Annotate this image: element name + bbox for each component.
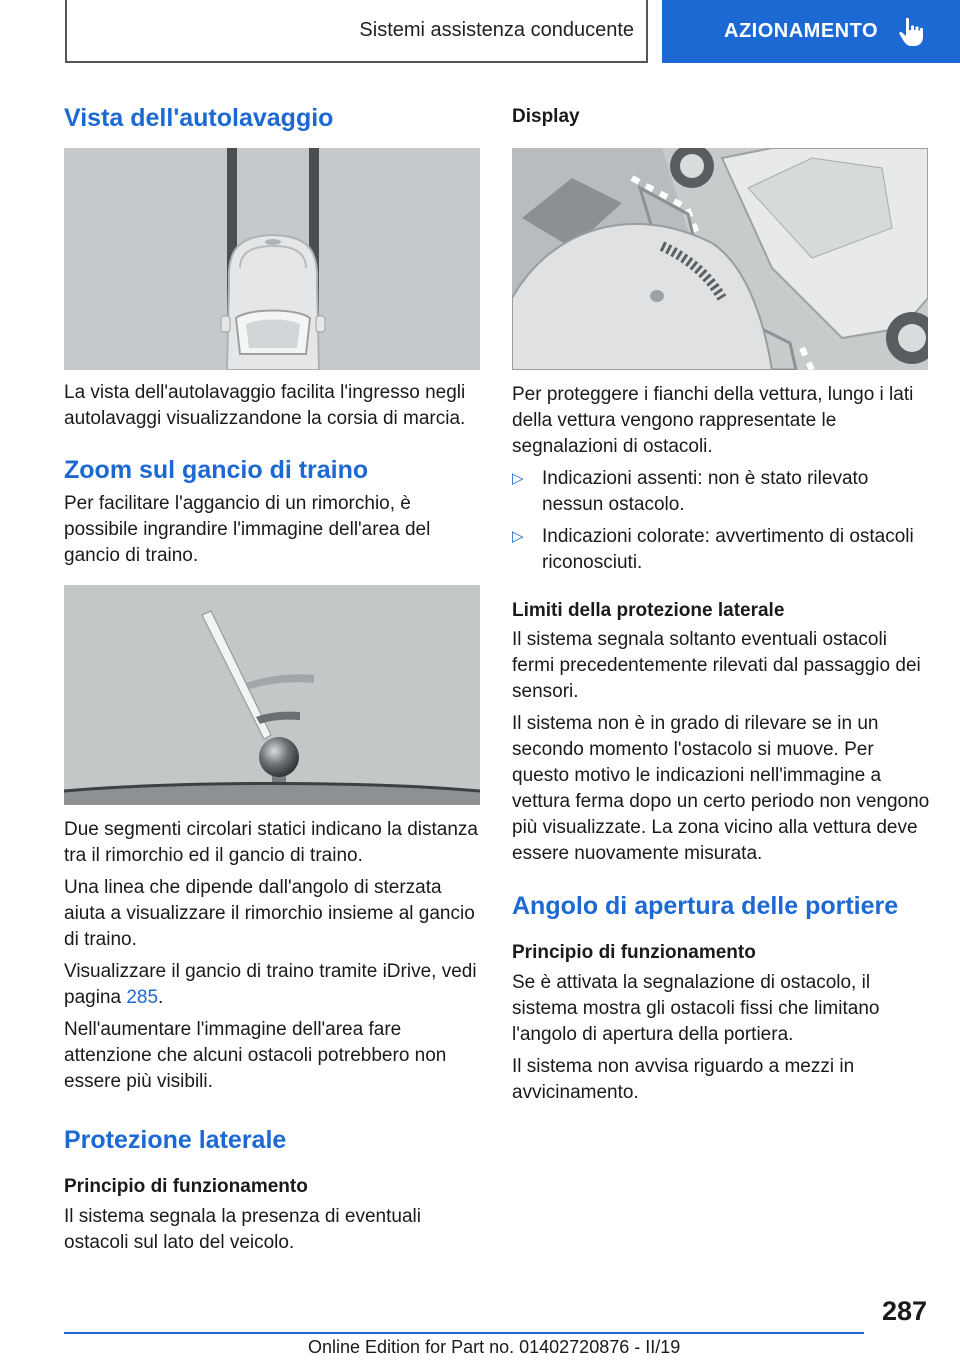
limits-para-1: Il sistema segnala soltanto eventuali ostacoli fermi precedentemente rilevati dal passaggio dei sensori. [512, 629, 921, 703]
chapter-tab-label: AZIONAMENTO [724, 20, 879, 42]
heading-limits: Limiti della protezione laterale [512, 599, 785, 621]
list-item [512, 466, 930, 518]
car-wash-description: La vista dell'autolavaggio facilita l'ingresso negli autolavaggi visualizzandone la corsia di marcia. [64, 382, 466, 429]
hitch-zoom-segments: Due segmenti circolari statici indicano la distanza tra il rimorchio ed il gancio di traino. [64, 819, 478, 866]
hitch-zoom-idrive [64, 959, 482, 1011]
chapter-tab[interactable] [662, 0, 960, 63]
door-angle-para-2: Il sistema non avvisa riguardo a mezzi in avvicinamento. [512, 1056, 855, 1104]
triangle-right-icon: ▷ [512, 469, 524, 487]
display-indications-list [512, 466, 930, 576]
side-protection-display-image [512, 148, 928, 370]
car-wash-view-image [64, 148, 480, 370]
header-section-title: Sistemi assistenza conducente [359, 19, 634, 41]
hitch-zoom-warning: Nell'aumentare l'immagine dell'area fare attenzione che alcuni ostacoli potrebbero non essere più visibili. [64, 1019, 447, 1092]
heading-hitch-zoom: Zoom sul gancio di traino [64, 456, 369, 484]
footer-edition: Online Edition for Part no. 01402720876 - II/19 [308, 1337, 681, 1357]
heading-display: Display [512, 106, 580, 127]
heading-side-protection: Protezione laterale [64, 1126, 287, 1154]
subheading-door-angle-principle: Principio di funzionamento [512, 942, 756, 964]
list-item-text: Indicazioni assenti: non è stato rilevato nessun ostacolo. [542, 467, 869, 515]
list-item-text: Indicazioni colorate: avvertimento di ostacoli riconosciuti. [542, 525, 914, 573]
heading-car-wash-view: Vista dell'autolavaggio [64, 104, 334, 132]
hitch-zoom-steering-line: Una linea che dipende dall'angolo di sterzata aiuta a visualizzare il rimorchio insieme al gancio di traino. [64, 877, 475, 950]
trailer-hitch-image [64, 585, 480, 805]
side-protection-description: Il sistema segnala la presenza di eventuali ostacoli sul lato del veicolo. [64, 1205, 421, 1253]
triangle-right-icon: ▷ [512, 527, 524, 545]
heading-door-angle: Angolo di apertura delle portiere [512, 892, 899, 921]
page-number: 287 [882, 1296, 928, 1326]
header-section-box [65, 0, 648, 63]
hitch-zoom-intro: Per facilitare l'aggancio di un rimorchio, è possibile ingrandire l'immagine dell'area del gancio di traino. [64, 493, 431, 566]
limits-para-2: Il sistema non è in grado di rilevare se in un secondo momento l'ostacolo si muove. Per questo motivo le indicazioni nell'immagine a vettura ferma dopo un certo periodo non vengono più visualizzate. La zona vicino alla vettura deve essere nuovamente misurata. [512, 713, 930, 865]
hand-pointer-icon [898, 16, 926, 48]
idrive-text: Visualizzare il gancio di traino tramite iDrive, vedi pagina [64, 961, 477, 1008]
list-item [512, 524, 930, 576]
right-column [512, 100, 930, 1106]
idrive-text-end: . [158, 987, 164, 1008]
display-description: Per proteggere i fianchi della vettura, lungo i lati della vettura vengono rappresentate le segnalazioni di ostacoli. [512, 383, 914, 457]
page-link-285[interactable]: 285 [126, 987, 159, 1008]
left-column [64, 100, 482, 1256]
door-angle-para-1: Se è attivata la segnalazione di ostacolo, il sistema mostra gli ostacoli fissi che limitano l'angolo di apertura della portiera. [512, 972, 880, 1046]
footer-divider [64, 1332, 864, 1334]
subheading-side-protection-principle: Principio di funzionamento [64, 1176, 308, 1197]
